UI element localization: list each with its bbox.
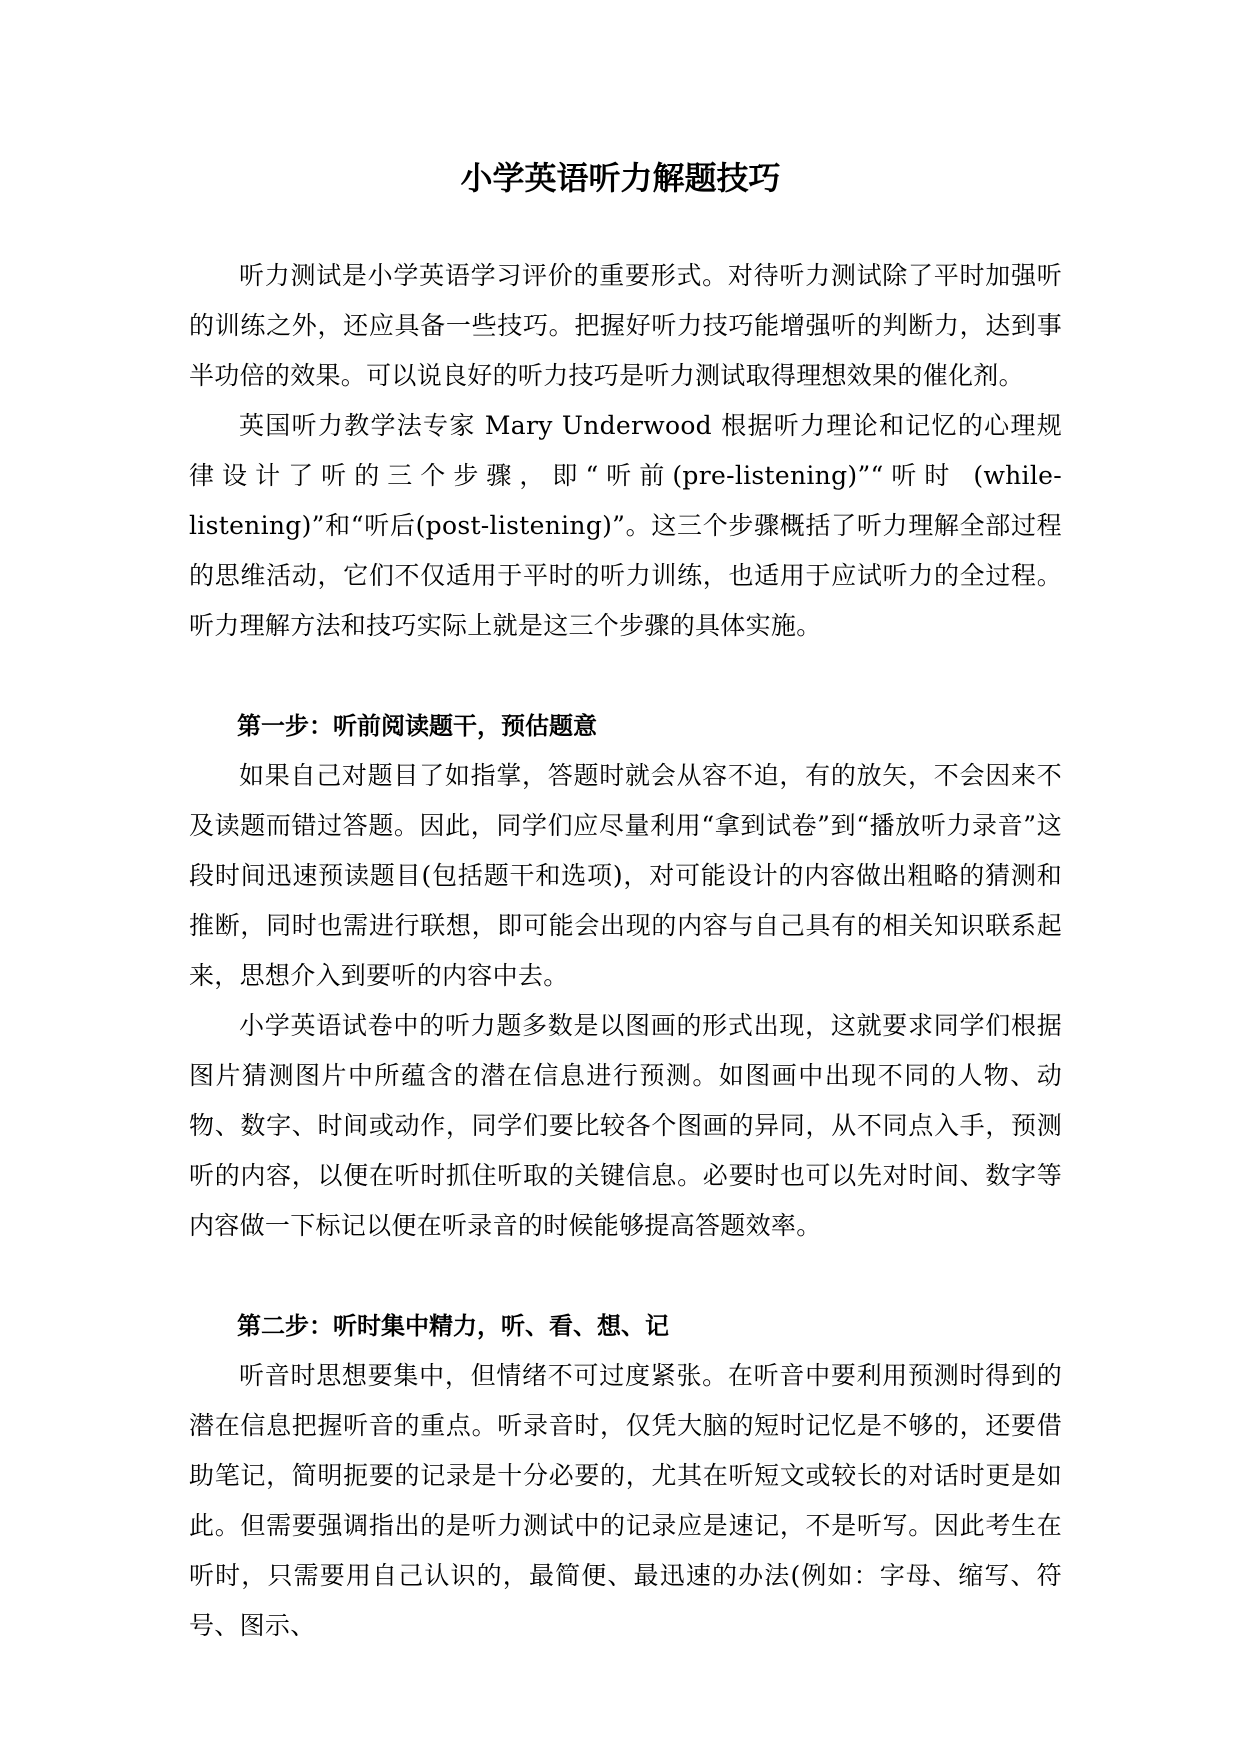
intro-paragraph-1: 听力测试是小学英语学习评价的重要形式。对待听力测试除了平时加强听的训练之外，还应具备一些技巧。把握好听力技巧能增强听的判断力，达到事半功倍的效果。可以说良好的听力技巧是听力测试取得理想效果的催化剂。 <box>189 261 1062 390</box>
step1-paragraph-1: 如果自己对题目了如指掌，答题时就会从容不迫，有的放矢，不会因来不及读题而错过答题。因此，同学们应尽量利用“拿到试卷”到“播放听力录音”这段时间迅速预读题目(包括题干和选项)，对可能设计的内容做出粗略的猜测和推断，同时也需进行联想，即可能会出现的内容与自己具有的相关知识联系起来，思想介入到要听的内容中去。 <box>189 761 1062 990</box>
intro-paragraph-2: 英国听力教学法专家 Mary Underwood 根据听力理论和记忆的心理规律设计了听的三个步骤，即“听前(pre-listening)”“听时 (while-listening)”和“听后(post-listening)”。这三个步骤概括了听力理解全部过程的思维活动，它们不仅适用于平时的听力训练，也适用于应试听力的全过程。听力理解方法和技巧实际上就是这三个步骤的具体实施。 <box>189 411 1062 640</box>
document-body <box>189 251 1062 1651</box>
section-spacer <box>189 651 1062 701</box>
step2-heading: 第二步：听时集中精力，听、看、想、记 <box>237 1312 669 1340</box>
section-spacer <box>189 1251 1062 1301</box>
step1-heading: 第一步：听前阅读题干，预估题意 <box>237 712 597 740</box>
step2-paragraph-1: 听音时思想要集中，但情绪不可过度紧张。在听音中要利用预测时得到的潜在信息把握听音的重点。听录音时，仅凭大脑的短时记忆是不够的，还要借助笔记，简明扼要的记录是十分必要的，尤其在听短文或较长的对话时更是如此。但需要强调指出的是听力测试中的记录应是速记，不是听写。因此考生在听时，只需要用自己认识的，最简便、最迅速的办法(例如：字母、缩写、符号、图示、 <box>189 1361 1062 1640</box>
step1-paragraph-2: 小学英语试卷中的听力题多数是以图画的形式出现，这就要求同学们根据图片猜测图片中所蕴含的潜在信息进行预测。如图画中出现不同的人物、动物、数字、时间或动作，同学们要比较各个图画的异同，从不同点入手，预测听的内容，以便在听时抓住听取的关键信息。必要时也可以先对时间、数字等内容做一下标记以便在听录音的时候能够提高答题效率。 <box>189 1011 1062 1240</box>
page-title: 小学英语听力解题技巧 <box>460 159 781 197</box>
